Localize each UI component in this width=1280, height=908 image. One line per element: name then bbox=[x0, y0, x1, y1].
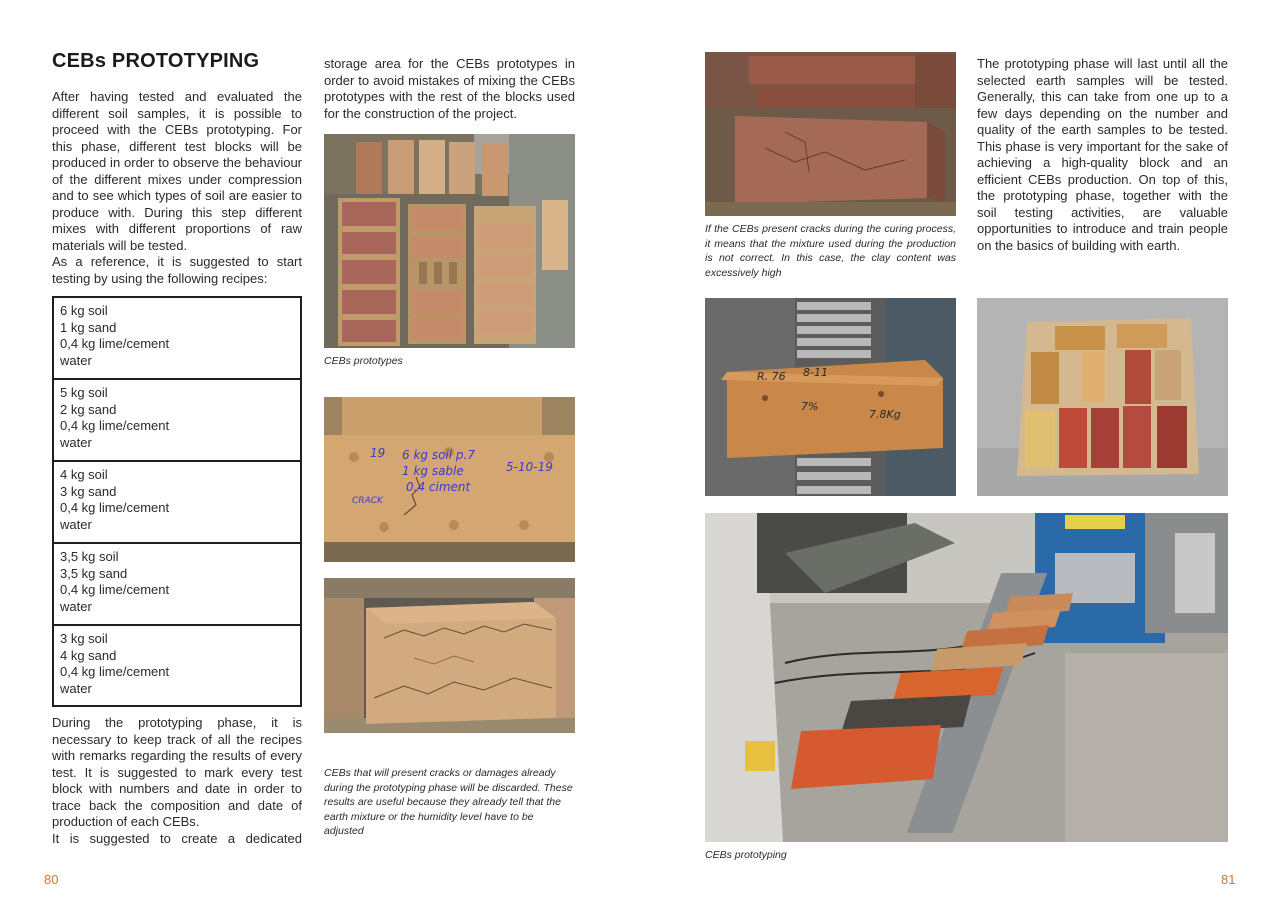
recipe-ingredient: 4 kg soil bbox=[60, 467, 108, 482]
block-weight-text: 7.8Kg bbox=[869, 408, 901, 421]
prototype-block bbox=[419, 140, 445, 194]
crack-label-text: CRACK bbox=[352, 496, 383, 506]
block-number-text: 19 bbox=[370, 446, 386, 460]
recipe-ingredient: water bbox=[60, 516, 92, 532]
recipe-ingredient: water bbox=[60, 680, 92, 696]
colored-block bbox=[1157, 406, 1187, 468]
photo-prototyping-machine bbox=[705, 513, 1228, 842]
recipe-ingredient: 1 kg sand bbox=[60, 319, 117, 335]
recipe-ingredient: 2 kg sand bbox=[60, 401, 117, 417]
prototype-block bbox=[388, 140, 414, 194]
recipe-cell bbox=[54, 380, 300, 462]
caption-curing: If the CEBs present cracks during the curing process, it means that the mixture used during the production is not correct. In this case, the clay content was excessively high bbox=[705, 223, 956, 279]
colored-block bbox=[1055, 326, 1105, 350]
recipe-ingredient: 0,4 kg lime/cement bbox=[60, 664, 170, 679]
recipe-cell bbox=[54, 626, 300, 705]
colored-block bbox=[1059, 408, 1087, 468]
tracking-paragraph: During the prototyping phase, it is necessary to keep track of all the recipes with remarks regarding the results of every test. It is suggested to mark every test block with numbers and date in order to trace back the composition and date of production of each CEBs. bbox=[52, 715, 302, 829]
recipe-ingredient: 3 kg soil bbox=[60, 631, 108, 646]
photo-labelled-block bbox=[705, 298, 956, 496]
colored-block bbox=[1117, 324, 1167, 348]
storage-text-block bbox=[324, 56, 575, 122]
block-percent-text: 7% bbox=[801, 400, 819, 413]
block-date-text: 5-10-19 bbox=[506, 460, 553, 474]
recipe-ingredient: water bbox=[60, 598, 92, 614]
storage-paragraph-start: It is suggested to create a dedicated bbox=[52, 830, 302, 846]
recipe-ingredient: 0,4 kg lime/cement bbox=[60, 336, 170, 351]
block-marking-line1: 6 kg soil p.7 bbox=[402, 448, 475, 462]
colored-block bbox=[1031, 352, 1059, 404]
photo-prototypes-on-pallets bbox=[324, 134, 575, 348]
page-number-left: 80 bbox=[44, 872, 59, 887]
recipe-cell bbox=[54, 298, 300, 380]
recipe-ingredient: water bbox=[60, 352, 92, 368]
brick-on-roller bbox=[791, 725, 941, 789]
caption-prototypes: CEBs prototypes bbox=[324, 355, 403, 367]
photo-marked-block bbox=[324, 397, 575, 562]
colored-block bbox=[1025, 410, 1055, 468]
colored-block bbox=[1091, 408, 1119, 468]
recipe-ingredient: 5 kg soil bbox=[60, 385, 108, 400]
page-number-right: 81 bbox=[1221, 872, 1236, 887]
recipe-ingredient: 0,4 kg lime/cement bbox=[60, 500, 170, 515]
recipe-cell bbox=[54, 544, 300, 626]
recipe-cell bbox=[54, 462, 300, 544]
colored-block bbox=[1125, 350, 1151, 404]
caption-cracks: CEBs that will present cracks or damages already during the prototyping phase will be discarded. These results are useful because they already tell that the earth mixture or the humidity level have to be adjusted bbox=[324, 767, 573, 837]
photo-curing-cracks bbox=[705, 52, 956, 216]
caption-prototyping: CEBs prototyping bbox=[705, 849, 787, 861]
prototype-block bbox=[449, 142, 475, 194]
recipe-ingredient: 0,4 kg lime/cement bbox=[60, 582, 170, 597]
tracking-text-block bbox=[52, 715, 302, 847]
colored-block bbox=[1123, 406, 1151, 468]
colored-block bbox=[1081, 352, 1105, 402]
recipe-ingredient: 0,4 kg lime/cement bbox=[60, 418, 170, 433]
storage-paragraph: storage area for the CEBs prototypes in order to avoid mistakes of mixing the CEBs prototypes with the rest of the blocks used for the construction of the project. bbox=[324, 56, 575, 121]
block-ref-text: R. 76 bbox=[757, 370, 786, 383]
recipe-ingredient: 4 kg sand bbox=[60, 647, 117, 663]
recipe-ingredient: water bbox=[60, 434, 92, 450]
block-marking-line2: 1 kg sable bbox=[402, 464, 464, 478]
intro-reference-paragraph: As a reference, it is suggested to start testing by using the following recipes: bbox=[52, 254, 302, 286]
prototyping-text-block bbox=[977, 56, 1228, 254]
block-date-text: 8-11 bbox=[803, 366, 828, 379]
intro-text-block bbox=[52, 89, 302, 287]
intro-paragraph: After having tested and evaluated the different soil samples, it is possible to proceed with the CEBs prototyping. For this phase, different test blocks will be produced in order to observe the behaviour of the different mixes under compression and to see which types of soil are easier to produce with. During this step different mixes with different proportions of raw materials will be tested. bbox=[52, 89, 302, 253]
recipe-ingredient: 3,5 kg soil bbox=[60, 549, 119, 564]
photo-cracked-block bbox=[324, 578, 575, 733]
recipe-ingredient: 3,5 kg sand bbox=[60, 565, 128, 581]
photo-colored-blocks-pallet bbox=[977, 298, 1228, 496]
page-title: CEBs PROTOTYPING bbox=[52, 50, 260, 72]
prototype-block bbox=[356, 142, 382, 194]
prototype-block bbox=[482, 144, 508, 196]
prototyping-paragraph: The prototyping phase will last until all the selected earth samples will be tested. Generally, this can take from one up to a few days depending on the number and quality of the earth samples to be tested. This phase is very important for the sake of achieving a high-quality block and an efficient CEBs production. On top of this, the prototyping phase, together with the soil testing activities, are valuable opportunities to introduce and train people on the basics of building with earth. bbox=[977, 56, 1228, 253]
colored-block bbox=[1155, 350, 1181, 400]
curing-block bbox=[735, 116, 927, 204]
recipe-table bbox=[52, 296, 302, 707]
recipe-ingredient: 3 kg sand bbox=[60, 483, 117, 499]
recipe-ingredient: 6 kg soil bbox=[60, 303, 108, 318]
block-marking-line3: 0.4 ciment bbox=[406, 480, 471, 494]
